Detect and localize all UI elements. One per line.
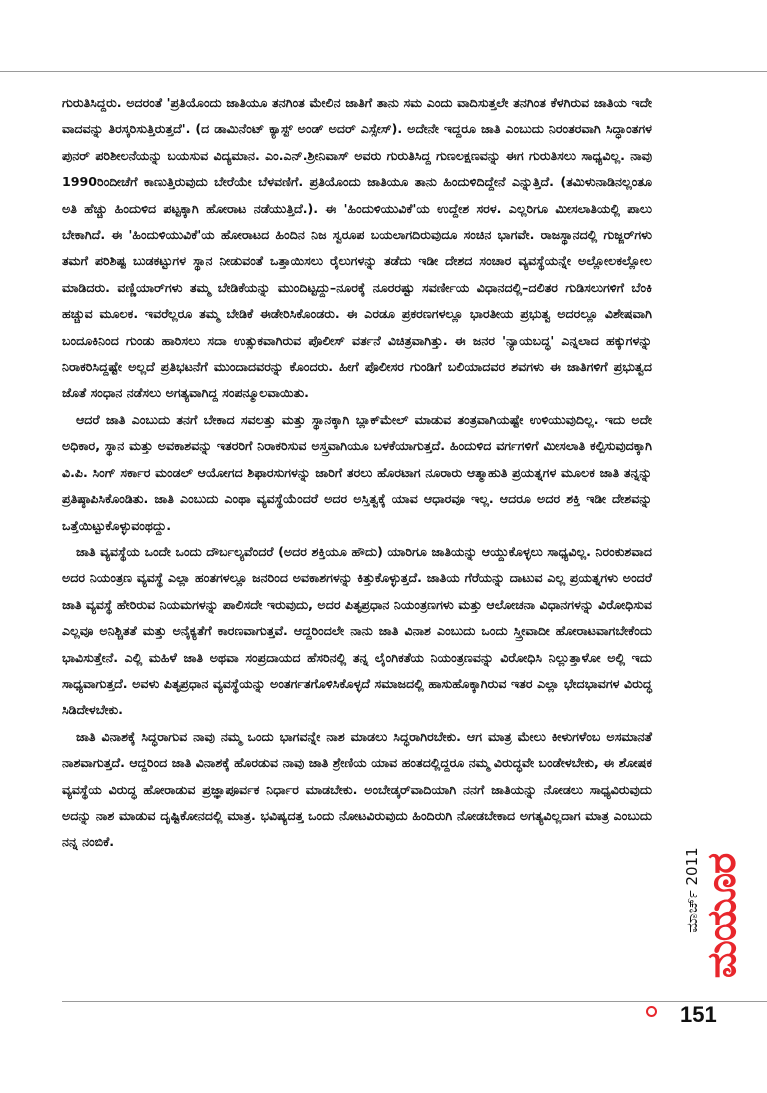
issue-date: ಮಾರ್ಚ್ 2011 — [683, 847, 701, 933]
magazine-sidebar — [656, 790, 745, 1000]
top-rule — [0, 71, 767, 72]
article-body — [62, 90, 652, 856]
footer-rule — [62, 1001, 767, 1002]
magazine-logo: ಮಯೂರ — [699, 853, 745, 979]
page-number: 151 — [680, 1002, 717, 1027]
paragraph-2: ಆದರೆ ಜಾತಿ ಎಂಬುದು ತನಗೆ ಬೇಕಾದ ಸವಲತ್ತು ಮತ್ತು ಸ್ಥಾನಕ್ಕಾಗಿ ಬ್ಲಾಕ್‌ಮೇಲ್ ಮಾಡುವ ತಂತ್ರವಾಗಿಯಷ್ಟೇ ಉಳಿಯುವುದಿಲ್ಲ. ಇದು ಅದೇ ಅಧಿಕಾರ, ಸ್ಥಾನ ಮತ್ತು ಅವಕಾಶವನ್ನು ಇತರರಿಗೆ ನಿರಾಕರಿಸುವ ಅಸ್ತ್ರವಾಗಿಯೂ ಬಳಕೆಯಾಗುತ್ತದೆ. ಹಿಂದುಳಿದ ವರ್ಗಗಳಿಗೆ ಮೀಸಲಾತಿ ಕಲ್ಪಿಸುವುದಕ್ಕಾಗಿ ವಿ.ಪಿ. ಸಿಂಗ್ ಸರ್ಕಾರ ಮಂಡಲ್ ಆಯೋಗದ ಶಿಫಾರಸುಗಳನ್ನು ಜಾರಿಗೆ ತರಲು ಹೊರಟಾಗ ನೂರಾರು ಆತ್ಮಾಹುತಿ ಪ್ರಯತ್ನಗಳ ಮೂಲಕ ಜಾತಿ ತನ್ನನ್ನು ಪ್ರತಿಷ್ಠಾಪಿಸಿಕೊಂಡಿತು. ಜಾತಿ ಎಂಬುದು ಎಂಥಾ ವ್ಯವಸ್ಥೆಯೆಂದರೆ ಅದರ ಅಸ್ತಿತ್ವಕ್ಕೆ ಯಾವ ಆಧಾರವೂ ಇಲ್ಲ. ಆದರೂ ಅದರ ಶಕ್ತಿ ಇಡೀ ದೇಶವನ್ನು ಒತ್ತೆಯಿಟ್ಟುಕೊಳ್ಳುವಂಥದ್ದು. — [62, 411, 652, 533]
circle-ornament-icon — [646, 1006, 657, 1017]
paragraph-4: ಜಾತಿ ವಿನಾಶಕ್ಕೆ ಸಿದ್ಧರಾಗುವ ನಾವು ನಮ್ಮ ಒಂದು ಭಾಗವನ್ನೇ ನಾಶ ಮಾಡಲು ಸಿದ್ಧರಾಗಿರಬೇಕು. ಆಗ ಮಾತ್ರ ಮೇಲು ಕೀಳುಗಳೆಂಬ ಅಸಮಾನತೆ ನಾಶವಾಗುತ್ತದೆ. ಆದ್ದರಿಂದ ಜಾತಿ ವಿನಾಶಕ್ಕೆ ಹೊರಡುವ ನಾವು ಜಾತಿ ಶ್ರೇಣಿಯ ಯಾವ ಹಂತದಲ್ಲಿದ್ದರೂ ನಮ್ಮ ವಿರುದ್ಧವೇ ಬಂಡೇಳಬೇಕು, ಈ ಶೋಷಕ ವ್ಯವಸ್ಥೆಯ ವಿರುದ್ಧ ಹೋರಾಡುವ ಪ್ರಜ್ಞಾಪೂರ್ವಕ ನಿರ್ಧಾರ ಮಾಡಬೇಕು. ಅಂಬೇಡ್ಕರ್‌ವಾದಿಯಾಗಿ ನನಗೆ ಜಾತಿಯನ್ನು ನೋಡಲು ಸಾಧ್ಯವಿರುವುದು ಅದನ್ನು ನಾಶ ಮಾಡುವ ದೃಷ್ಟಿಕೋನದಲ್ಲಿ ಮಾತ್ರ. ಭವಿಷ್ಯದತ್ತ ಒಂದು ನೋಟವಿರುವುದು ಹಿಂದಿರುಗಿ ನೋಡಬೇಕಾದ ಅಗತ್ಯವಿಲ್ಲದಾಗ ಮಾತ್ರ ಎಂಬುದು ನನ್ನ ನಂಬಿಕೆ. — [62, 728, 652, 850]
paragraph-3: ಜಾತಿ ವ್ಯವಸ್ಥೆಯ ಒಂದೇ ಒಂದು ದೌರ್ಬಲ್ಯವೆಂದರೆ (ಅದರ ಶಕ್ತಿಯೂ ಹೌದು) ಯಾರಿಗೂ ಜಾತಿಯನ್ನು ಆಯ್ದುಕೊಳ್ಳಲು ಸಾಧ್ಯವಿಲ್ಲ. ನಿರಂಕುಶವಾದ ಅದರ ನಿಯಂತ್ರಣ ವ್ಯವಸ್ಥೆ ಎಲ್ಲಾ ಹಂತಗಳಲ್ಲೂ ಜನರಿಂದ ಅವಕಾಶಗಳನ್ನು ಕಿತ್ತುಕೊಳ್ಳುತ್ತದೆ. ಜಾತಿಯ ಗೆರೆಯನ್ನು ದಾಟುವ ಎಲ್ಲ ಪ್ರಯತ್ನಗಳು ಅಂದರೆ ಜಾತಿ ವ್ಯವಸ್ಥೆ ಹೇರಿರುವ ನಿಯಮಗಳನ್ನು ಪಾಲಿಸದೇ ಇರುವುದು, ಅದರ ಪಿತೃಪ್ರಧಾನ ನಿಯಂತ್ರಣಗಳು ಮತ್ತು ಆಲೋಚನಾ ವಿಧಾನಗಳನ್ನು ವಿರೋಧಿಸುವ ಎಲ್ಲವೂ ಅನಿಶ್ಚಿತತೆ ಮತ್ತು ಅನೈಕ್ಯತೆಗೆ ಕಾರಣವಾಗುತ್ತವೆ. ಆದ್ದರಿಂದಲೇ ನಾನು ಜಾತಿ ವಿನಾಶ ಎಂಬುದು ಒಂದು ಸ್ತ್ರೀವಾದೀ ಹೋರಾಟವಾಗಬೇಕೆಂದು ಭಾವಿಸುತ್ತೇನೆ. ಎಲ್ಲಿ ಮಹಿಳೆ ಜಾತಿ ಅಥವಾ ಸಂಪ್ರದಾಯದ ಹೆಸರಿನಲ್ಲಿ ತನ್ನ ಲೈಂಗಿಕತೆಯ ನಿಯಂತ್ರಣವನ್ನು ವಿರೋಧಿಸಿ ನಿಲ್ಲುತ್ತಾಳೋ ಅಲ್ಲಿ ಇದು ಸಾಧ್ಯವಾಗುತ್ತದೆ. ಅವಳು ಪಿತೃಪ್ರಧಾನ ವ್ಯವಸ್ಥೆಯನ್ನು ಅಂತರ್ಗತಗೊಳಿಸಿಕೊಳ್ಳದೆ ಸಮಾಜದಲ್ಲಿ ಹಾಸುಹೊಕ್ಕಾಗಿರುವ ಇತರ ಎಲ್ಲಾ ಭೇದಭಾವಗಳ ವಿರುದ್ಧ ಸಿಡಿದೇಳಬೇಕು. — [62, 543, 652, 718]
paragraph-1: ಗುರುತಿಸಿದ್ದರು. ಅದರಂತೆ 'ಪ್ರತಿಯೊಂದು ಜಾತಿಯೂ ತನಗಿಂತ ಮೇಲಿನ ಜಾತಿಗೆ ತಾನು ಸಮ ಎಂದು ವಾದಿಸುತ್ತಲೇ ತನಗಿಂತ ಕೆಳಗಿರುವ ಜಾತಿಯ ಇದೇ ವಾದವನ್ನು ತಿರಸ್ಕರಿಸುತ್ತಿರುತ್ತದೆ'. (ದ ಡಾಮಿನೆಂಟ್ ಕ್ಯಾಸ್ಟ್ ಅಂಡ್ ಅದರ್ ಎಸ್ಸೇಸ್). ಅದೇನೇ ಇದ್ದರೂ ಜಾತಿ ಎಂಬುದು ನಿರಂತರವಾಗಿ ಸಿದ್ಧಾಂತಗಳ ಪುನರ್ ಪರಿಶೀಲನೆಯನ್ನು ಬಯಸುವ ವಿದ್ಯಮಾನ. ಎಂ.ಎನ್.ಶ್ರೀನಿವಾಸ್ ಅವರು ಗುರುತಿಸಿದ್ದ ಗುಣಲಕ್ಷಣವನ್ನು ಈಗ ಗುರುತಿಸಲು ಸಾಧ್ಯವಿಲ್ಲ. ನಾವು 1990ರಿಂದೀಚೆಗೆ ಕಾಣುತ್ತಿರುವುದು ಬೇರೆಯೇ ಬೆಳವಣಿಗೆ. ಪ್ರತಿಯೊಂದು ಜಾತಿಯೂ ತಾನು ಹಿಂದುಳಿದಿದ್ದೇನೆ ಎನ್ನುತ್ತಿದೆ. (ತಮಿಳುನಾಡಿನಲ್ಲಂತೂ ಅತಿ ಹೆಚ್ಚು ಹಿಂದುಳಿದ ಪಟ್ಟಕ್ಕಾಗಿ ಹೋರಾಟ ನಡೆಯುತ್ತಿದೆ.). ಈ 'ಹಿಂದುಳಿಯುವಿಕೆ'ಯ ಉದ್ದೇಶ ಸರಳ. ಎಲ್ಲರಿಗೂ ಮೀಸಲಾತಿಯಲ್ಲಿ ಪಾಲು ಬೇಕಾಗಿದೆ. ಈ 'ಹಿಂದುಳಿಯುವಿಕೆ'ಯ ಹೋರಾಟದ ಹಿಂದಿನ ನಿಜ ಸ್ವರೂಪ ಬಯಲಾಗದಿರುವುದೂ ಸಂಚಿನ ಭಾಗವೇ. ರಾಜಸ್ಥಾನದಲ್ಲಿ ಗುಜ್ಜರ್‌ಗಳು ತಮಗೆ ಪರಿಶಿಷ್ಟ ಬುಡಕಟ್ಟುಗಳ ಸ್ಥಾನ ನೀಡುವಂತೆ ಒತ್ತಾಯಿಸಲು ರೈಲುಗಳನ್ನು ತಡೆದು ಇಡೀ ದೇಶದ ಸಂಚಾರ ವ್ಯವಸ್ಥೆಯನ್ನೇ ಅಲ್ಲೋಲಕಲ್ಲೋಲ ಮಾಡಿದರು. ವಣ್ಣಿಯಾರ್‌ಗಳು ತಮ್ಮ ಬೇಡಿಕೆಯನ್ನು ಮುಂದಿಟ್ಟದ್ದು–ನೂರಕ್ಕೆ ನೂರರಷ್ಟು ಸವರ್ಣೀಯ ವಿಧಾನದಲ್ಲಿ–ದಲಿತರ ಗುಡಿಸಲುಗಳಿಗೆ ಬೆಂಕಿ ಹಚ್ಚುವ ಮೂಲಕ. ಇವರೆಲ್ಲರೂ ತಮ್ಮ ಬೇಡಿಕೆ ಈಡೇರಿಸಿಕೊಂಡರು. ಈ ಎರಡೂ ಪ್ರಕರಣಗಳಲ್ಲೂ ಭಾರತೀಯ ಪ್ರಭುತ್ವ ಅದರಲ್ಲೂ ವಿಶೇಷವಾಗಿ ಬಂದೂಕಿನಿಂದ ಗುಂಡು ಹಾರಿಸಲು ಸದಾ ಉತ್ಸುಕವಾಗಿರುವ ಪೊಲೀಸ್ ವರ್ತನೆ ವಿಚಿತ್ರವಾಗಿತ್ತು. ಈ ಜನರ 'ನ್ಯಾಯಬದ್ಧ' ಎನ್ನಲಾದ ಹಕ್ಕುಗಳನ್ನು ನಿರಾಕರಿಸಿದ್ದಷ್ಟೇ ಅಲ್ಲದೆ ಪ್ರತಿಭಟನೆಗೆ ಮುಂದಾದವರನ್ನು ಕೊಂದರು. ಹೀಗೆ ಪೊಲೀಸರ ಗುಂಡಿಗೆ ಬಲಿಯಾದವರ ಶವಗಳು ಈ ಜಾತಿಗಳಿಗೆ ಪ್ರಭುತ್ವದ ಜೊತೆ ಸಂಧಾನ ನಡೆಸಲು ಅಗತ್ಯವಾಗಿದ್ದ ಸಂಪನ್ಮೂಲವಾಯಿತು. — [62, 95, 652, 401]
